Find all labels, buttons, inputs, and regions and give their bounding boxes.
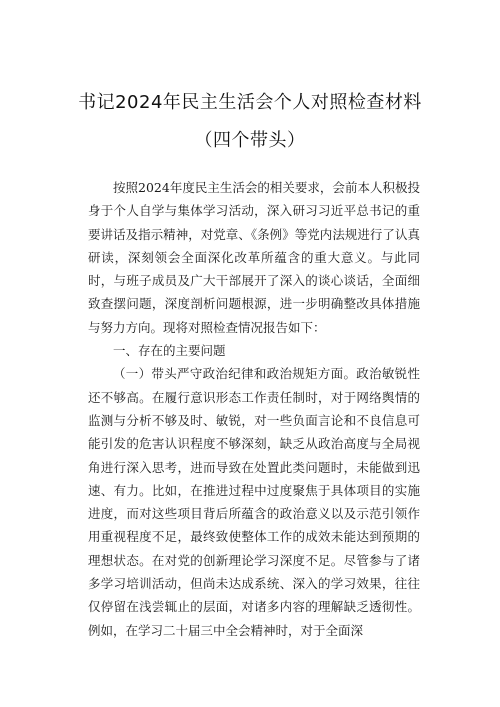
document-body	[88, 176, 420, 642]
section-heading: 一、存在的主要问题	[113, 343, 226, 359]
intro-paragraph: 按照2024年度民主生活会的相关要求，会前本人积极投身于个人自学与集体学习活动，深入研习习近平总书记的重要讲话及指示精神，对党章、《条例》等党内法规进行了认真研读，深刻领会全面深化改革所蕴含的重大意义。与此同时，与班子成员及广大干部展开了深入的谈心谈话，全面细致查摆问题，深度剖析问题根源，进一步明确整改具体措施与努力方向。现将对照检查情况报告如下：	[88, 180, 420, 335]
section-paragraph: （一）带头严守政治纪律和政治规矩方面。政治敏锐性还不够高。在履行意识形态工作责任制时，对于网络舆情的监测与分析不够及时、敏锐，对一些负面言论和不良信息可能引发的危害认识程度不够深刻，缺乏从政治高度与全局视角进行深入思考，进而导致在处置此类问题时，未能做到迅速、有力。比如，在推进过程中过度聚焦于具体项目的实施进度，而对这些项目背后所蕴含的政治意义以及示范引领作用重视程度不足，最终致使整体工作的成效未能达到预期的理想状态。在对党的创新理论学习深度不足。尽管参与了诸多学习培训活动，但尚未达成系统、深入的学习效果，往往仅停留在浅尝辄止的层面，对诸多内容的理解缺乏透彻性。例如，在学习二十届三中全会精神时，对于全面深	[88, 366, 420, 638]
document-title: 书记2024年民主生活会个人对照检查材料	[78, 92, 422, 113]
document-subtitle: （四个带头）	[194, 130, 306, 151]
